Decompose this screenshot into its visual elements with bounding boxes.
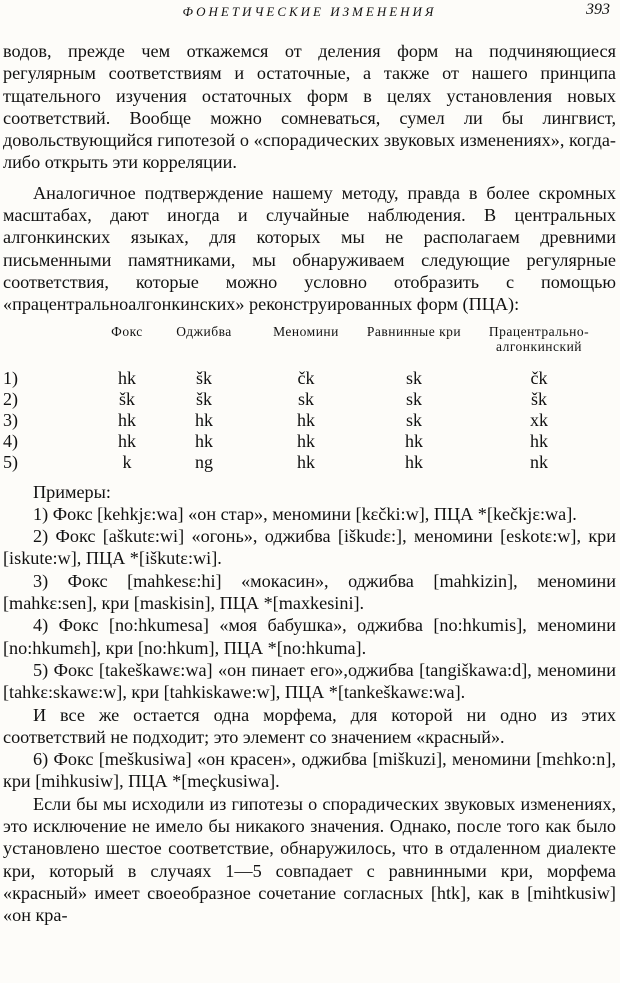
table-row [3, 410, 609, 431]
table-cell: čk [297, 367, 315, 388]
page-number: 393 [586, 1, 610, 18]
column-header-menomini: Меномини [273, 323, 339, 339]
table-cell: šk [118, 388, 135, 409]
paragraph-analogous-confirmation: Аналогичное подтверждение нашему методу, правда в более скромных масштабах, дают иногда и случайные наблюдения. В центральных алгонкинских языках, для которых мы не располагаем древними письменными памятниками, мы обнаруживаем следующие регулярные соответствия, которые можно условно отобразить с помощью «працентральноалгонкинских» реконструированных форм (ПЦА): [3, 182, 616, 315]
table-cell: šk [195, 388, 212, 409]
table-header-row [3, 324, 609, 368]
column-header-ojibwa: Оджибва [176, 323, 232, 339]
table-cell: šk [530, 388, 547, 409]
table-cell: sk [405, 409, 422, 430]
table-cell: hk [118, 409, 136, 430]
page-header [3, 0, 616, 40]
table-cell: sk [297, 388, 314, 409]
example-item: 5) Фокс [takeškawε:wa] «он пинает его»,оджибва [tangiškawa:d], меномини [tahkε:skawε:w], кри [tahkiskawe:w], ПЦА *[tankeškawε:wa]. [3, 659, 616, 703]
table-cell: hk [405, 451, 423, 472]
paragraph-sporadic-hypothesis: Если бы мы исходили из гипотезы о спорадических звуковых изменениях, это исключение не имело бы никакого значения. Однако, после того как было установлено шестое соответствие, обнаружилось, что в отдаленном диалекте кри, который в случаях 1—5 совпадает с равнинными кри, морфема «красный» имеет своеобразное сочетание согласных [htk], как в [mihtkusiw] «он кра- [3, 793, 616, 926]
column-header-proto-central-algonquian: Працентрально-алгонкинский [488, 323, 590, 354]
table-row [3, 452, 609, 473]
example-item: 1) Фокс [kehkjε:wa] «он стар», меномини [kεčki:w], ПЦА *[kečkjε:wa]. [33, 503, 577, 524]
table-cell: hk [297, 430, 315, 451]
example-item: 2) Фокс [aškutε:wi] «огонь», оджибва [iškudε:], меномини [eskotε:w], кри [iskute:w], ПЦА *[iškutε:wi]. [3, 526, 616, 569]
table-cell: šk [195, 367, 212, 388]
paragraph-red-morpheme: И все же остается одна морфема, для которой ни одно из этих соответствий не подходит; это элемент со значением «красный». [3, 704, 616, 747]
table-cell: xk [530, 409, 548, 430]
correspondence-table [3, 324, 609, 473]
examples-intro: Примеры: [33, 481, 111, 502]
table-cell: hk [195, 430, 213, 451]
table-cell: hk [530, 430, 548, 451]
column-header-fox: Фокс [111, 323, 143, 339]
table-row [3, 431, 609, 452]
example-item: 6) Фокс [meškusiwa] «он красен», оджибва [miškuzi], меномини [mεhko:n], кри [mihkusiw], ПЦА *[meçkusiwa]. [3, 749, 616, 792]
table-cell: ng [195, 451, 213, 472]
example-item: 4) Фокс [no:hkumesa] «моя бабушка», оджибва [no:hkumis], меномини [no:hkumεh], кри [no:hkum], ПЦА *[no:hkuma]. [3, 615, 616, 658]
table-cell: hk [195, 409, 213, 430]
table-cell: hk [118, 430, 136, 451]
table-cell: nk [530, 451, 548, 472]
table-cell: k [122, 451, 132, 472]
table-cell: hk [118, 367, 136, 388]
table-cell: hk [297, 451, 315, 472]
row-number: 3) [3, 409, 18, 430]
running-head: ФОНЕТИЧЕСКИЕ ИЗМЕНЕНИЯ [182, 4, 437, 19]
table-cell: hk [297, 409, 315, 430]
table-row [3, 389, 609, 410]
table-cell: čk [530, 367, 548, 388]
column-header-plains-cree: Равнинные кри [366, 323, 462, 339]
example-item: 3) Фокс [mahkesε:hi] «мокасин», оджибва [mahkizin], меномини [mahkε:sen], кри [maskisin], ПЦА *[maxkesini]. [3, 570, 616, 614]
row-number: 2) [3, 388, 18, 409]
row-number: 1) [3, 367, 18, 388]
row-number: 5) [3, 451, 18, 472]
paragraph-continuation: водов, прежде чем откажемся от деления форм на подчиняющиеся регулярным соответствиям и остаточные, а также от нашего принципа тщательного изучения остаточных форм в целях установления новых соответствий. Вообще можно сомневаться, сумел ли бы лингвист, довольствующийся гипотезой о «спорадических звуковых изменениях», когда-либо открыть эти корреляции. [3, 41, 616, 173]
row-number: 4) [3, 430, 18, 451]
examples-block [3, 481, 616, 704]
table-row [3, 368, 609, 389]
table-cell: sk [405, 388, 422, 409]
table-cell: hk [405, 430, 423, 451]
table-cell: sk [405, 367, 422, 388]
